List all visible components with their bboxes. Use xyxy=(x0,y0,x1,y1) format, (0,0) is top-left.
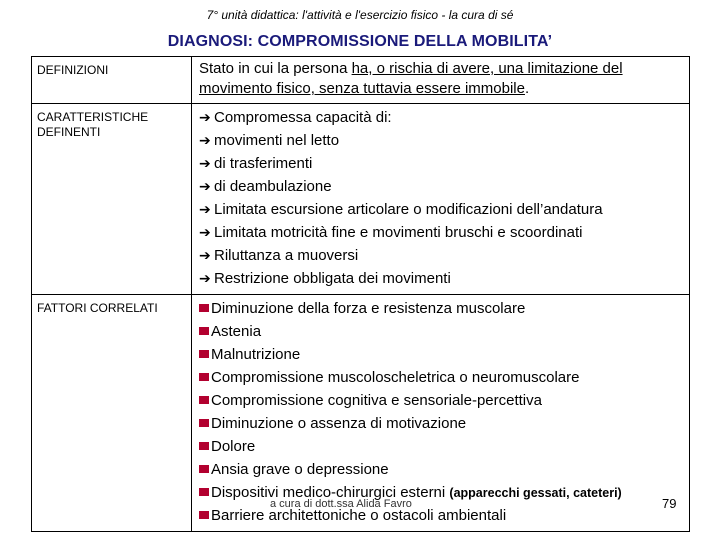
slide-title: DIAGNOSI: COMPROMISSIONE DELLA MOBILITA’ xyxy=(167,33,553,50)
footer-author: a cura di dott.ssa Alida Favro xyxy=(270,498,412,510)
square-bullet-icon xyxy=(199,465,209,473)
list-item: Ansia grave o depressione xyxy=(199,458,683,481)
arrow-right-icon: ➔ xyxy=(199,155,211,171)
list-item: Malnutrizione xyxy=(199,343,683,366)
arrow-right-icon: ➔ xyxy=(199,270,211,286)
definition-cell xyxy=(192,57,690,104)
item-note: (apparecchi gessati, cateteri) xyxy=(449,486,622,500)
table-row-fattori xyxy=(32,295,690,532)
square-bullet-icon xyxy=(199,373,209,381)
definition-text-end: . xyxy=(524,80,530,97)
list-item: ➔ Limitata escursione articolare o modificazioni dell’andatura xyxy=(199,198,683,221)
definition-line-2 xyxy=(199,79,683,99)
fattori-cell xyxy=(192,295,690,532)
slide-header: 7° unità didattica: l'attività e l'esercizio fisico - la cura di sé xyxy=(206,8,514,22)
square-bullet-icon xyxy=(199,488,209,496)
arrow-right-icon: ➔ xyxy=(199,201,211,217)
list-item: Compromissione muscoloscheletrica o neuromuscolare xyxy=(199,366,683,389)
list-item: ➔ movimenti nel letto xyxy=(199,129,683,152)
page-number: 79 xyxy=(662,496,677,511)
list-item: Barriere architettoniche o ostacoli ambientali xyxy=(199,504,683,527)
arrow-right-icon: ➔ xyxy=(199,178,211,194)
diagnosis-table xyxy=(31,56,690,532)
list-item: ➔ di trasferimenti xyxy=(199,152,683,175)
square-bullet-icon xyxy=(199,350,209,358)
square-bullet-icon xyxy=(199,511,209,519)
list-item: Dispositivi medico-chirurgici esterni (apparecchi gessati, cateteri) xyxy=(199,481,683,504)
square-bullet-icon xyxy=(199,327,209,335)
row-label-caratteristiche: CARATTERISTICHE DEFINENTI xyxy=(32,104,192,295)
row-label-definizioni: DEFINIZIONI xyxy=(32,57,192,104)
definition-text-plain: Stato in cui la persona xyxy=(199,60,352,77)
definition-text-underlined-2: movimento fisico, senza tuttavia essere immobile xyxy=(199,80,525,97)
list-item: ➔ Limitata motricità fine e movimenti bruschi e scoordinati xyxy=(199,221,683,244)
square-bullet-icon xyxy=(199,419,209,427)
table-row-definizioni xyxy=(32,57,690,104)
list-item: Dolore xyxy=(199,435,683,458)
definition-line-1 xyxy=(199,59,683,79)
list-item: Compromissione cognitiva e sensoriale-percettiva xyxy=(199,389,683,412)
square-bullet-icon xyxy=(199,396,209,404)
list-item: ➔ Restrizione obbligata dei movimenti xyxy=(199,267,683,290)
arrow-right-icon: ➔ xyxy=(199,247,211,263)
list-item: ➔ Compromessa capacità di: xyxy=(199,106,683,129)
arrow-right-icon: ➔ xyxy=(199,224,211,240)
arrow-right-icon: ➔ xyxy=(199,109,211,125)
definition-text-underlined-1: ha, o rischia di avere, una limitazione del xyxy=(351,60,623,77)
list-item: Diminuzione della forza e resistenza muscolare xyxy=(199,297,683,320)
list-item: Diminuzione o assenza di motivazione xyxy=(199,412,683,435)
list-item: Astenia xyxy=(199,320,683,343)
table-row-caratteristiche xyxy=(32,104,690,295)
caratteristiche-cell xyxy=(192,104,690,295)
list-item: ➔ Riluttanza a muoversi xyxy=(199,244,683,267)
list-item: ➔ di deambulazione xyxy=(199,175,683,198)
row-label-fattori: FATTORI CORRELATI xyxy=(32,295,192,532)
square-bullet-icon xyxy=(199,304,209,312)
square-bullet-icon xyxy=(199,442,209,450)
arrow-right-icon: ➔ xyxy=(199,132,211,148)
